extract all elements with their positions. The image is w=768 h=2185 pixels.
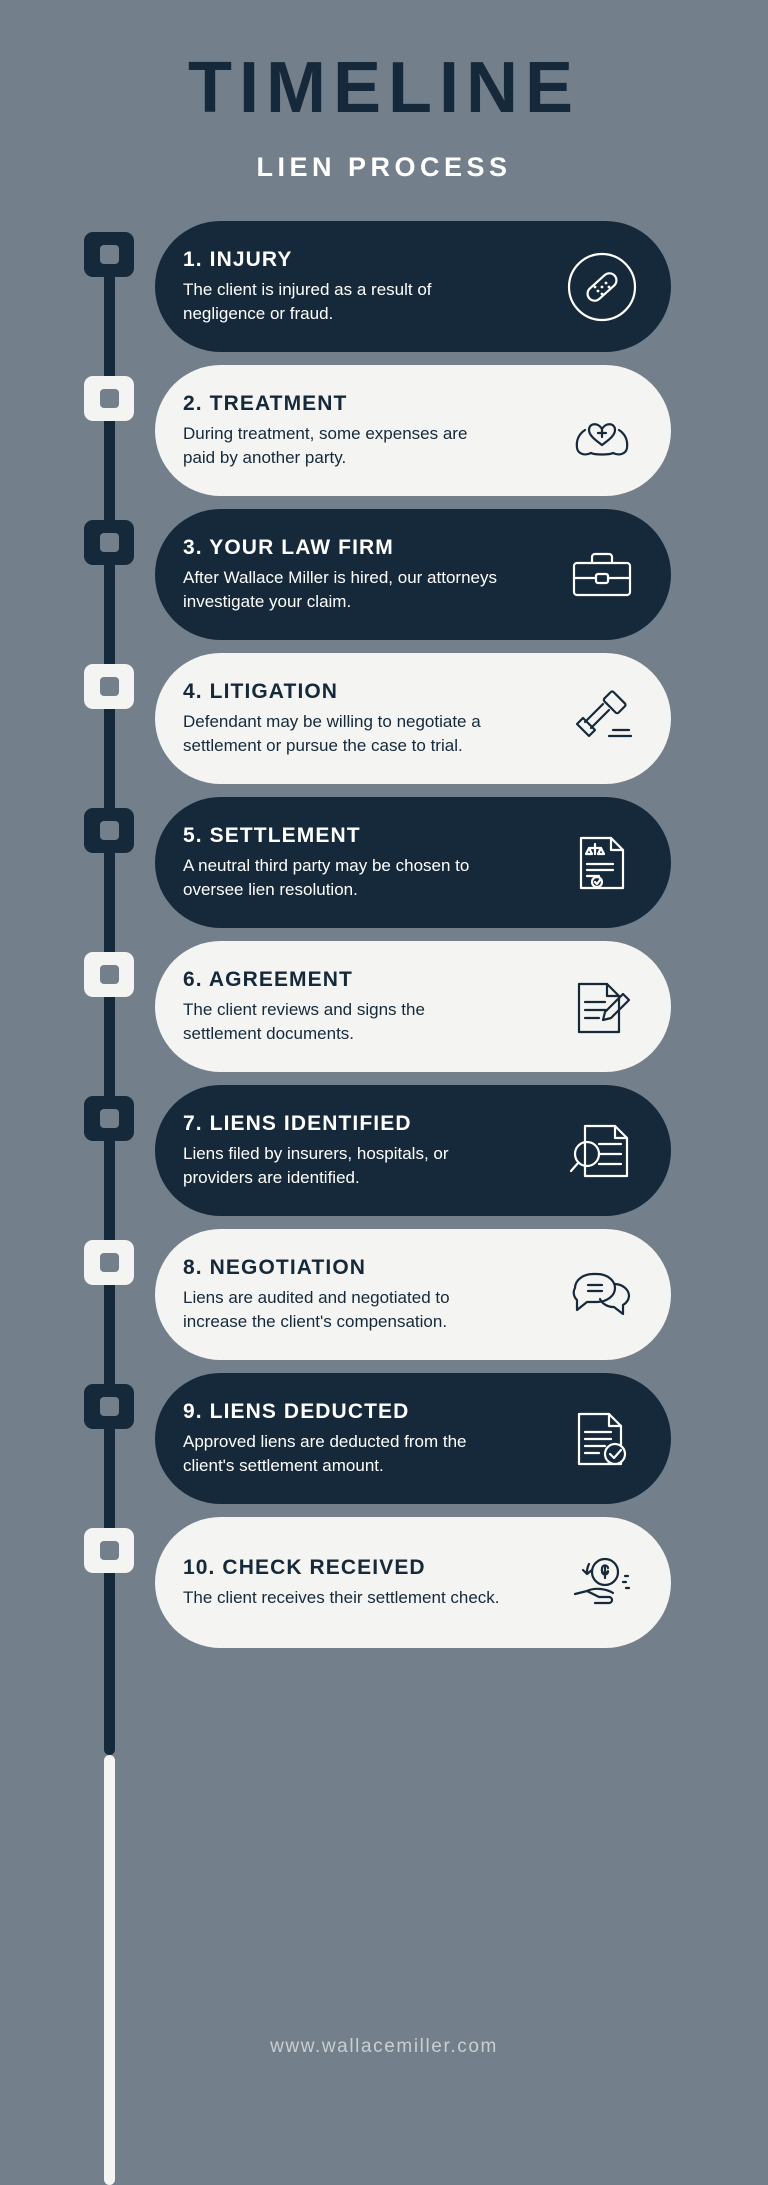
step-heading: 4. LITIGATION — [183, 680, 339, 704]
step-heading: 5. SETTLEMENT — [183, 824, 361, 848]
timeline-marker — [84, 232, 134, 277]
step-heading: 9. LIENS DEDUCTED — [183, 1400, 410, 1424]
timeline-marker-inner — [100, 677, 119, 696]
timeline-marker — [84, 1240, 134, 1285]
timeline-step — [0, 1085, 768, 1216]
step-body: Approved liens are deducted from the client's settlement amount. — [183, 1432, 467, 1475]
timeline-step — [0, 1373, 768, 1504]
timeline-marker-inner — [100, 533, 119, 552]
step-body: A neutral third party may be chosen to oversee lien resolution. — [183, 856, 470, 899]
timeline — [0, 221, 768, 1648]
step-heading: 3. YOUR LAW FIRM — [183, 536, 394, 560]
step-card[interactable] — [155, 1229, 671, 1360]
step-body: Liens filed by insurers, hospitals, or providers are identified. — [183, 1144, 449, 1187]
step-card[interactable] — [155, 1517, 671, 1648]
document-check-icon — [563, 1400, 641, 1478]
step-card[interactable] — [155, 653, 671, 784]
step-heading: 10. CHECK RECEIVED — [183, 1555, 426, 1579]
step-body: The client is injured as a result of negligence or fraud. — [183, 280, 432, 323]
step-card[interactable] — [155, 365, 671, 496]
step-heading: 7. LIENS IDENTIFIED — [183, 1112, 412, 1136]
bandage-icon — [563, 248, 641, 326]
timeline-marker-inner — [100, 245, 119, 264]
timeline-marker-inner — [100, 1109, 119, 1128]
timeline-step — [0, 221, 768, 352]
briefcase-icon — [563, 536, 641, 614]
timeline-marker — [84, 376, 134, 421]
step-body: The client receives their settlement check. — [183, 1587, 500, 1607]
hand-money-icon — [563, 1544, 641, 1622]
step-card[interactable] — [155, 221, 671, 352]
timeline-step — [0, 365, 768, 496]
step-heading: 2. TREATMENT — [183, 392, 348, 416]
step-body: After Wallace Miller is hired, our attorneys investigate your claim. — [183, 568, 497, 611]
timeline-step — [0, 1517, 768, 1648]
timeline-marker-inner — [100, 1541, 119, 1560]
timeline-step — [0, 941, 768, 1072]
page-title: TIMELINE — [188, 48, 580, 128]
step-heading: 6. AGREEMENT — [183, 968, 353, 992]
page-subtitle: LIEN PROCESS — [256, 152, 512, 182]
step-card[interactable] — [155, 1085, 671, 1216]
timeline-step — [0, 653, 768, 784]
footer-website[interactable]: www.wallacemiller.com — [270, 2036, 498, 2057]
timeline-marker — [84, 952, 134, 997]
step-body: Defendant may be willing to negotiate a settlement or pursue the case to trial. — [183, 712, 481, 755]
step-card[interactable] — [155, 941, 671, 1072]
step-heading: 1. INJURY — [183, 248, 293, 272]
speech-bubbles-icon — [563, 1256, 641, 1334]
timeline-marker — [84, 520, 134, 565]
document-scales-icon — [563, 824, 641, 902]
step-body: Liens are audited and negotiated to increase the client's compensation. — [183, 1288, 450, 1331]
timeline-step — [0, 797, 768, 928]
timeline-marker-inner — [100, 821, 119, 840]
document-magnifier-icon — [563, 1112, 641, 1190]
timeline-marker — [84, 808, 134, 853]
timeline-step — [0, 1229, 768, 1360]
timeline-marker-inner — [100, 965, 119, 984]
timeline-marker-inner — [100, 389, 119, 408]
header — [0, 0, 768, 183]
timeline-marker — [84, 1384, 134, 1429]
step-body: The client reviews and signs the settlement documents. — [183, 1000, 425, 1043]
timeline-marker-inner — [100, 1397, 119, 1416]
step-card[interactable] — [155, 1373, 671, 1504]
step-heading: 8. NEGOTIATION — [183, 1256, 367, 1280]
step-body: During treatment, some expenses are paid by another party. — [183, 424, 468, 467]
timeline-step — [0, 509, 768, 640]
timeline-marker-inner — [100, 1253, 119, 1272]
document-pencil-icon — [563, 968, 641, 1046]
hands-heart-medical-icon — [563, 392, 641, 470]
timeline-rail-light — [104, 1755, 115, 2185]
step-card[interactable] — [155, 509, 671, 640]
timeline-marker — [84, 1528, 134, 1573]
step-card[interactable] — [155, 797, 671, 928]
gavel-icon — [563, 680, 641, 758]
timeline-marker — [84, 664, 134, 709]
timeline-marker — [84, 1096, 134, 1141]
